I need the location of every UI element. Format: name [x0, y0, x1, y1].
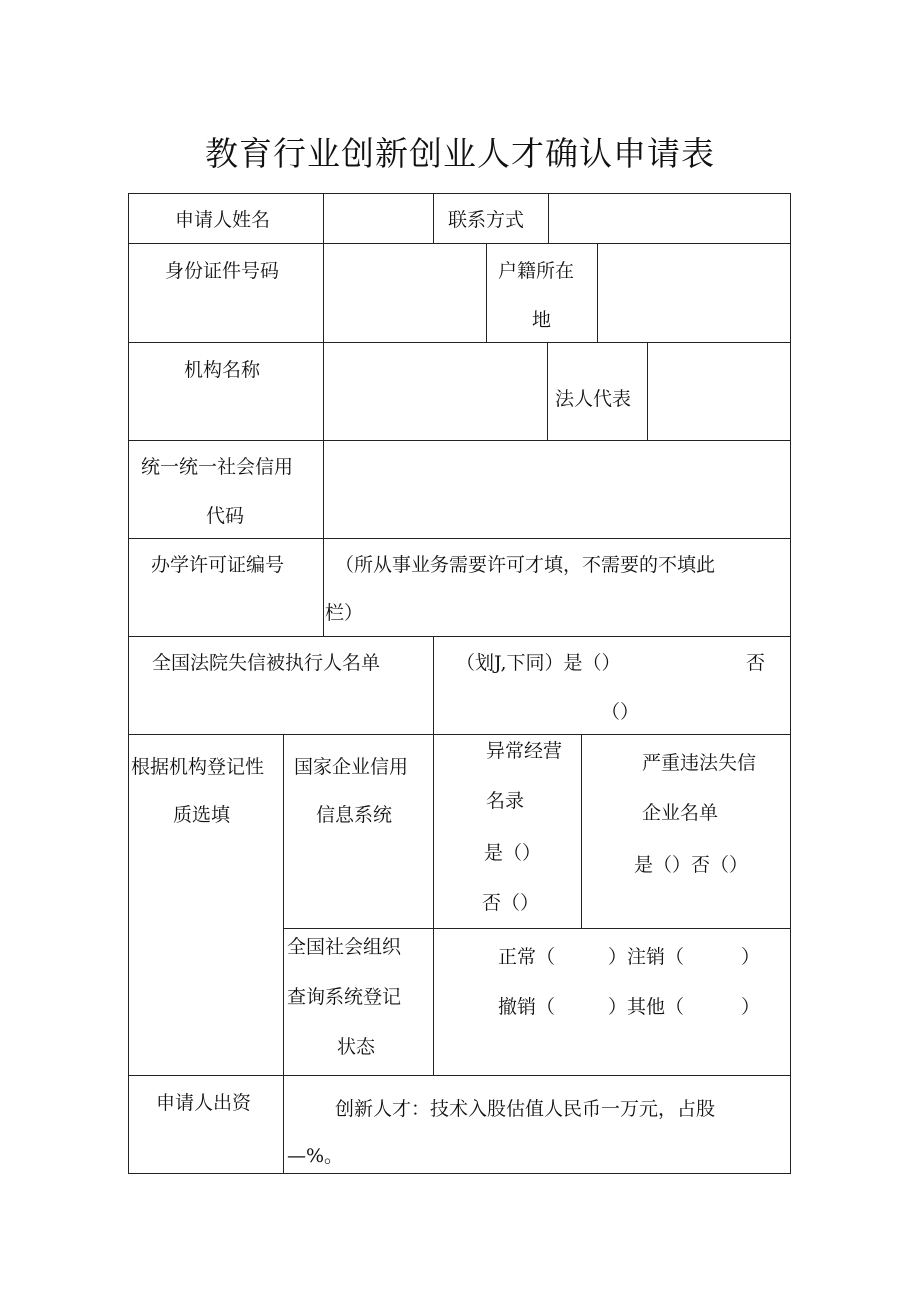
legal-rep-label: 法人代表: [555, 388, 632, 410]
table-border-left: [128, 193, 129, 1174]
row-divider: [128, 734, 791, 735]
org-name-label: 机构名称: [184, 359, 261, 381]
social-org-system-label: 全国社会组织: [287, 936, 402, 958]
column-divider: [548, 193, 549, 243]
dishonest-list-label: 全国法院失信被执行人名单: [152, 652, 381, 674]
registration-type-label-cont: 质选填: [173, 804, 231, 826]
registration-type-label: 根据机构登记性: [131, 756, 265, 778]
status-other: ）其他（: [608, 996, 685, 1018]
column-divider: [433, 193, 434, 243]
investment-text-cont: —%。: [287, 1145, 344, 1167]
contact-label: 联系方式: [448, 209, 525, 231]
column-divider: [547, 342, 548, 440]
investment-text: 创新人才：技术入股估值人民币一万元，占股: [335, 1098, 716, 1120]
id-number-label: 身份证件号码: [165, 260, 280, 282]
enterprise-credit-system-label-cont: 信息系统: [316, 804, 393, 826]
row-divider: [128, 1075, 791, 1076]
column-divider: [433, 636, 434, 734]
serious-violation-label: 严重违法失信: [642, 752, 757, 774]
status-normal: 正常（: [498, 946, 556, 968]
page-title: 教育行业创新创业人才确认申请表: [205, 134, 715, 173]
column-divider: [433, 734, 434, 1075]
serious-violation-yes-no: 是（）否（）: [634, 854, 749, 876]
row-divider: [128, 538, 791, 539]
row-divider: [128, 243, 791, 244]
column-divider: [323, 193, 324, 636]
no-paren: （）: [601, 701, 640, 723]
status-close-paren: ）: [741, 996, 761, 1018]
license-note-cont: 栏）: [325, 602, 364, 624]
hukou-label: 户籍所在: [498, 260, 575, 282]
column-divider: [597, 243, 598, 342]
abnormal-yes: 是（）: [484, 842, 542, 864]
abnormal-operation-label: 异常经营: [486, 740, 563, 762]
mark-hint-yes: （划J,下同）是（）: [456, 652, 621, 674]
table-border-bottom: [128, 1173, 791, 1174]
table-border-right: [790, 193, 791, 1174]
row-divider: [128, 342, 791, 343]
column-divider: [283, 734, 284, 1173]
row-divider: [128, 440, 791, 441]
status-close-paren: ）: [741, 946, 761, 968]
social-org-system-label-cont: 查询系统登记: [287, 986, 402, 1008]
row-divider: [283, 928, 791, 929]
license-label: 办学许可证编号: [151, 554, 285, 576]
no-label: 否: [746, 652, 766, 674]
abnormal-no: 否（）: [482, 892, 540, 914]
enterprise-credit-system-label: 国家企业信用: [294, 756, 409, 778]
abnormal-operation-label-cont: 名录: [486, 790, 525, 812]
credit-code-label: 统一统一社会信用: [141, 456, 294, 478]
hukou-label-cont: 地: [532, 309, 552, 331]
column-divider: [581, 734, 582, 928]
investment-label: 申请人出资: [156, 1092, 252, 1114]
status-cancelled: ）注销（: [608, 946, 685, 968]
status-revoked: 撤销（: [498, 996, 556, 1018]
column-divider: [486, 243, 487, 342]
credit-code-label-cont: 代码: [206, 505, 245, 527]
serious-violation-label-cont: 企业名单: [642, 802, 719, 824]
license-note: （所从事业务需要许可才填，不需要的不填此: [335, 554, 716, 576]
row-divider: [128, 636, 791, 637]
applicant-name-label: 申请人姓名: [175, 209, 271, 231]
social-org-system-label-end: 状态: [337, 1036, 376, 1058]
table-border-top: [128, 193, 791, 194]
column-divider: [647, 342, 648, 440]
